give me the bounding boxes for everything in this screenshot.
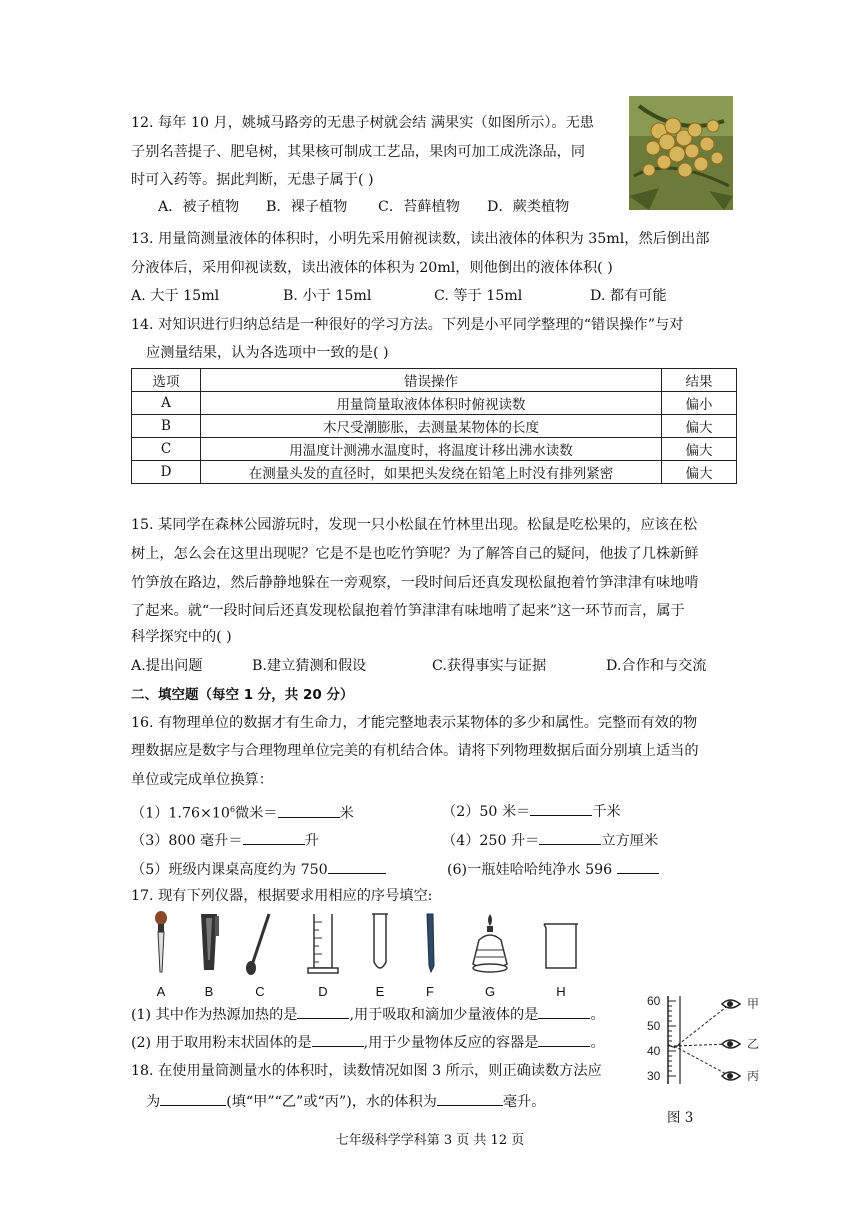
graduated-cylinder-icon — [300, 910, 346, 976]
page-footer: 七年级科学学科第 3 页 共 12 页 — [335, 1133, 525, 1148]
q16-item-1 — [131, 800, 354, 824]
instrument-label-c: C — [255, 984, 265, 999]
table-cell: 在测量头发的直径时，如果把头发绕在铅笔上时没有排列紧密 — [201, 461, 662, 484]
q16-item-5 — [131, 858, 386, 880]
table-header-option: 选项 — [132, 369, 201, 392]
fig3-tick-40: 40 — [647, 1044, 661, 1058]
q16-line3: 单位或完成单位换算： — [131, 772, 273, 788]
q17-sub-1 — [131, 1003, 605, 1025]
answer-blank[interactable] — [538, 1031, 590, 1047]
fig3-tick-50: 50 — [647, 1019, 661, 1033]
fig3-tick-30: 30 — [647, 1069, 661, 1083]
q15-line5: 科学探究中的( ) — [131, 629, 232, 645]
figure-3-caption: 图 3 — [667, 1110, 694, 1126]
q18-line2-end: 毫升。 — [502, 1094, 546, 1110]
answer-blank[interactable] — [539, 829, 601, 845]
test-tube-clamp-icon — [186, 910, 232, 976]
q16-item4-target-unit: 立方厘米 — [601, 833, 659, 849]
table-row — [132, 392, 737, 415]
q13-line1: 13. 用量筒测量液体的体积时，小明先采用俯视读数，读出液体的体积为 35ml，然后倒出部 — [131, 231, 710, 247]
q17-sub1-end: 。 — [590, 1007, 605, 1023]
q15-option-b: B.建立猜测和假设 — [252, 658, 367, 674]
beaker-icon — [538, 910, 584, 976]
q18-line2 — [146, 1090, 545, 1112]
q16-item-3 — [131, 829, 319, 851]
q16-item3-target-unit: 升 — [304, 833, 319, 849]
answer-blank[interactable] — [160, 1090, 226, 1106]
soapberry-fruit-photo — [629, 96, 733, 210]
q16-line2: 理数据应是数字与合理物理单位完美的有机结合体。请将下列物理数据后面分别填上适当的 — [131, 743, 699, 759]
q16-item6-text: (6)一瓶娃哈哈纯净水 596 — [447, 862, 613, 878]
table-cell: A — [132, 392, 201, 415]
tweezers-icon — [407, 910, 453, 976]
table-header-row — [132, 369, 737, 392]
q16-item2-target-unit: 千米 — [592, 804, 621, 820]
q17-sub2-text2: ,用于少量物体反应的容器是 — [363, 1035, 539, 1051]
table-row — [132, 461, 737, 484]
q15-line2: 树上，怎么会在这里出现呢？它是不是也吃竹笋呢？为了解答自己的疑问，他拔了几株新鲜 — [131, 546, 699, 562]
q15-option-a: A.提出问题 — [131, 658, 203, 674]
q13-option-a: A. 大于 15ml — [131, 288, 220, 304]
q16-item2-text: （2）50 米＝ — [442, 804, 531, 820]
figure-3-cylinder-reading — [638, 994, 768, 1094]
instrument-label-a: A — [156, 984, 166, 999]
q12-line3: 时可入药等。据此判断，无患子属于( ) — [131, 172, 374, 188]
q15-option-c: C.获得事实与证据 — [432, 658, 547, 674]
q17-sub2-text: (2) 用于取用粉末状固体的是 — [131, 1035, 312, 1051]
test-tube-icon — [357, 910, 403, 976]
q17-sub-2 — [131, 1031, 605, 1053]
q13-line2: 分液体后，采用仰视读数，读出液体的体积为 20ml，则他倒出的液体体积( ) — [131, 260, 613, 276]
q18-line1: 18. 在使用量筒测量水的体积时，读数情况如图 3 所示，则正确读数方法应 — [131, 1063, 602, 1079]
q16-item-4 — [442, 829, 658, 851]
q14-line2: 应测量结果，认为各选项中一致的是( ) — [146, 345, 389, 361]
q17-sub1-text2: ,用于吸取和滴加少量液体的是 — [349, 1007, 539, 1023]
instrument-label-f: F — [426, 984, 434, 999]
instrument-label-b: B — [204, 984, 214, 999]
instrument-label-d: D — [318, 984, 328, 999]
table-cell: 偏大 — [662, 461, 737, 484]
table-cell: C — [132, 438, 201, 461]
medicine-spoon-icon — [237, 910, 283, 976]
eye-label-yi: 乙 — [747, 1037, 760, 1051]
q15-option-d: D.合作和与交流 — [606, 658, 707, 674]
instrument-label-g: G — [484, 984, 496, 999]
q12-line2: 子别名菩提子、肥皂树，其果核可制成工艺品，果肉可加工成洗涤品，同 — [131, 144, 586, 160]
table-header-operation: 错误操作 — [201, 369, 662, 392]
q16-item1-text: （1）1.76×10 — [131, 805, 230, 822]
eye-label-jia: 甲 — [747, 997, 760, 1011]
table-cell: 偏大 — [662, 438, 737, 461]
answer-blank[interactable] — [437, 1090, 503, 1106]
table-cell: 木尺受潮膨胀，去测量某物体的长度 — [201, 415, 662, 438]
answer-blank[interactable] — [538, 1003, 590, 1019]
q12-option-a: A．被子植物 — [158, 199, 240, 215]
answer-blank[interactable] — [617, 858, 659, 874]
q16-item4-text: （4）250 升＝ — [442, 833, 540, 849]
table-cell: 用量筒量取液体体积时俯视读数 — [201, 392, 662, 415]
q18-line2-middle: (填“甲”“乙”或“丙”)，水的体积为 — [226, 1094, 437, 1110]
q14-table — [131, 368, 737, 484]
q17-line1: 17. 现有下列仪器，根据要求用相应的序号填空: — [131, 888, 433, 904]
table-cell: B — [132, 415, 201, 438]
q17-sub2-end: 。 — [590, 1035, 605, 1051]
instrument-label-e: E — [375, 984, 385, 999]
exponent: 6 — [229, 805, 236, 814]
section-heading: 二、填空题（每空 1 分，共 20 分） — [131, 687, 354, 703]
q16-item5-text: （5）班级内课桌高度约为 750 — [131, 862, 328, 878]
table-row — [132, 415, 737, 438]
q16-item1-unit: 微米＝ — [235, 805, 278, 822]
q15-line3: 竹笋放在路边，然后静静地躲在一旁观察，一段时间后还真发现松鼠抱着竹笋津津有味地啃 — [131, 575, 699, 591]
answer-blank[interactable] — [328, 858, 386, 874]
q13-option-b: B. 小于 15ml — [283, 288, 372, 304]
table-cell: 偏大 — [662, 415, 737, 438]
fig3-tick-60: 60 — [647, 994, 661, 1008]
q18-line2-start: 为 — [146, 1094, 161, 1110]
q17-sub1-text: (1) 其中作为热源加热的是 — [131, 1007, 298, 1023]
answer-blank[interactable] — [312, 1031, 364, 1047]
eye-label-bing: 丙 — [747, 1069, 760, 1083]
alcohol-lamp-icon — [467, 910, 513, 976]
answer-blank[interactable] — [297, 1003, 349, 1019]
q15-line4: 了起来。就“一段时间后还真发现松鼠抱着竹笋津津有味地啃了起来”这一环节而言，属于 — [131, 603, 685, 619]
table-row — [132, 438, 737, 461]
q16-item3-text: （3）800 毫升＝ — [131, 833, 243, 849]
q12-option-c: C．苔藓植物 — [378, 199, 460, 215]
dropper-icon — [138, 910, 184, 976]
q14-line1: 14. 对知识进行归纳总结是一种很好的学习方法。下列是小平同学整理的“错误操作”与对 — [131, 317, 684, 333]
q13-option-c: C. 等于 15ml — [434, 288, 523, 304]
q13-option-d: D. 都有可能 — [590, 288, 667, 304]
answer-blank[interactable] — [278, 802, 340, 818]
answer-blank[interactable] — [243, 829, 305, 845]
table-cell: D — [132, 461, 201, 484]
instrument-label-h: H — [556, 984, 566, 999]
q12-option-b: B．裸子植物 — [266, 199, 348, 215]
q15-line1: 15. 某同学在森林公园游玩时，发现一只小松鼠在竹林里出现。松鼠是吃松果的，应该在松 — [131, 517, 698, 533]
q16-item-6 — [447, 858, 659, 880]
q12-option-d: D．蕨类植物 — [487, 199, 570, 215]
q16-line1: 16. 有物理单位的数据才有生命力，才能完整地表示某物体的多少和属性。完整而有效的物 — [131, 715, 698, 731]
answer-blank[interactable] — [530, 800, 592, 816]
table-cell: 用温度计测沸水温度时，将温度计移出沸水读数 — [201, 438, 662, 461]
q16-item1-target-unit: 米 — [339, 805, 354, 822]
table-header-result: 结果 — [662, 369, 737, 392]
table-cell: 偏小 — [662, 392, 737, 415]
q16-item-2 — [442, 800, 621, 822]
q12-line1: 12. 每年 10 月，姚城马路旁的无患子树就会结 满果实（如图所示）。无患 — [131, 115, 594, 131]
